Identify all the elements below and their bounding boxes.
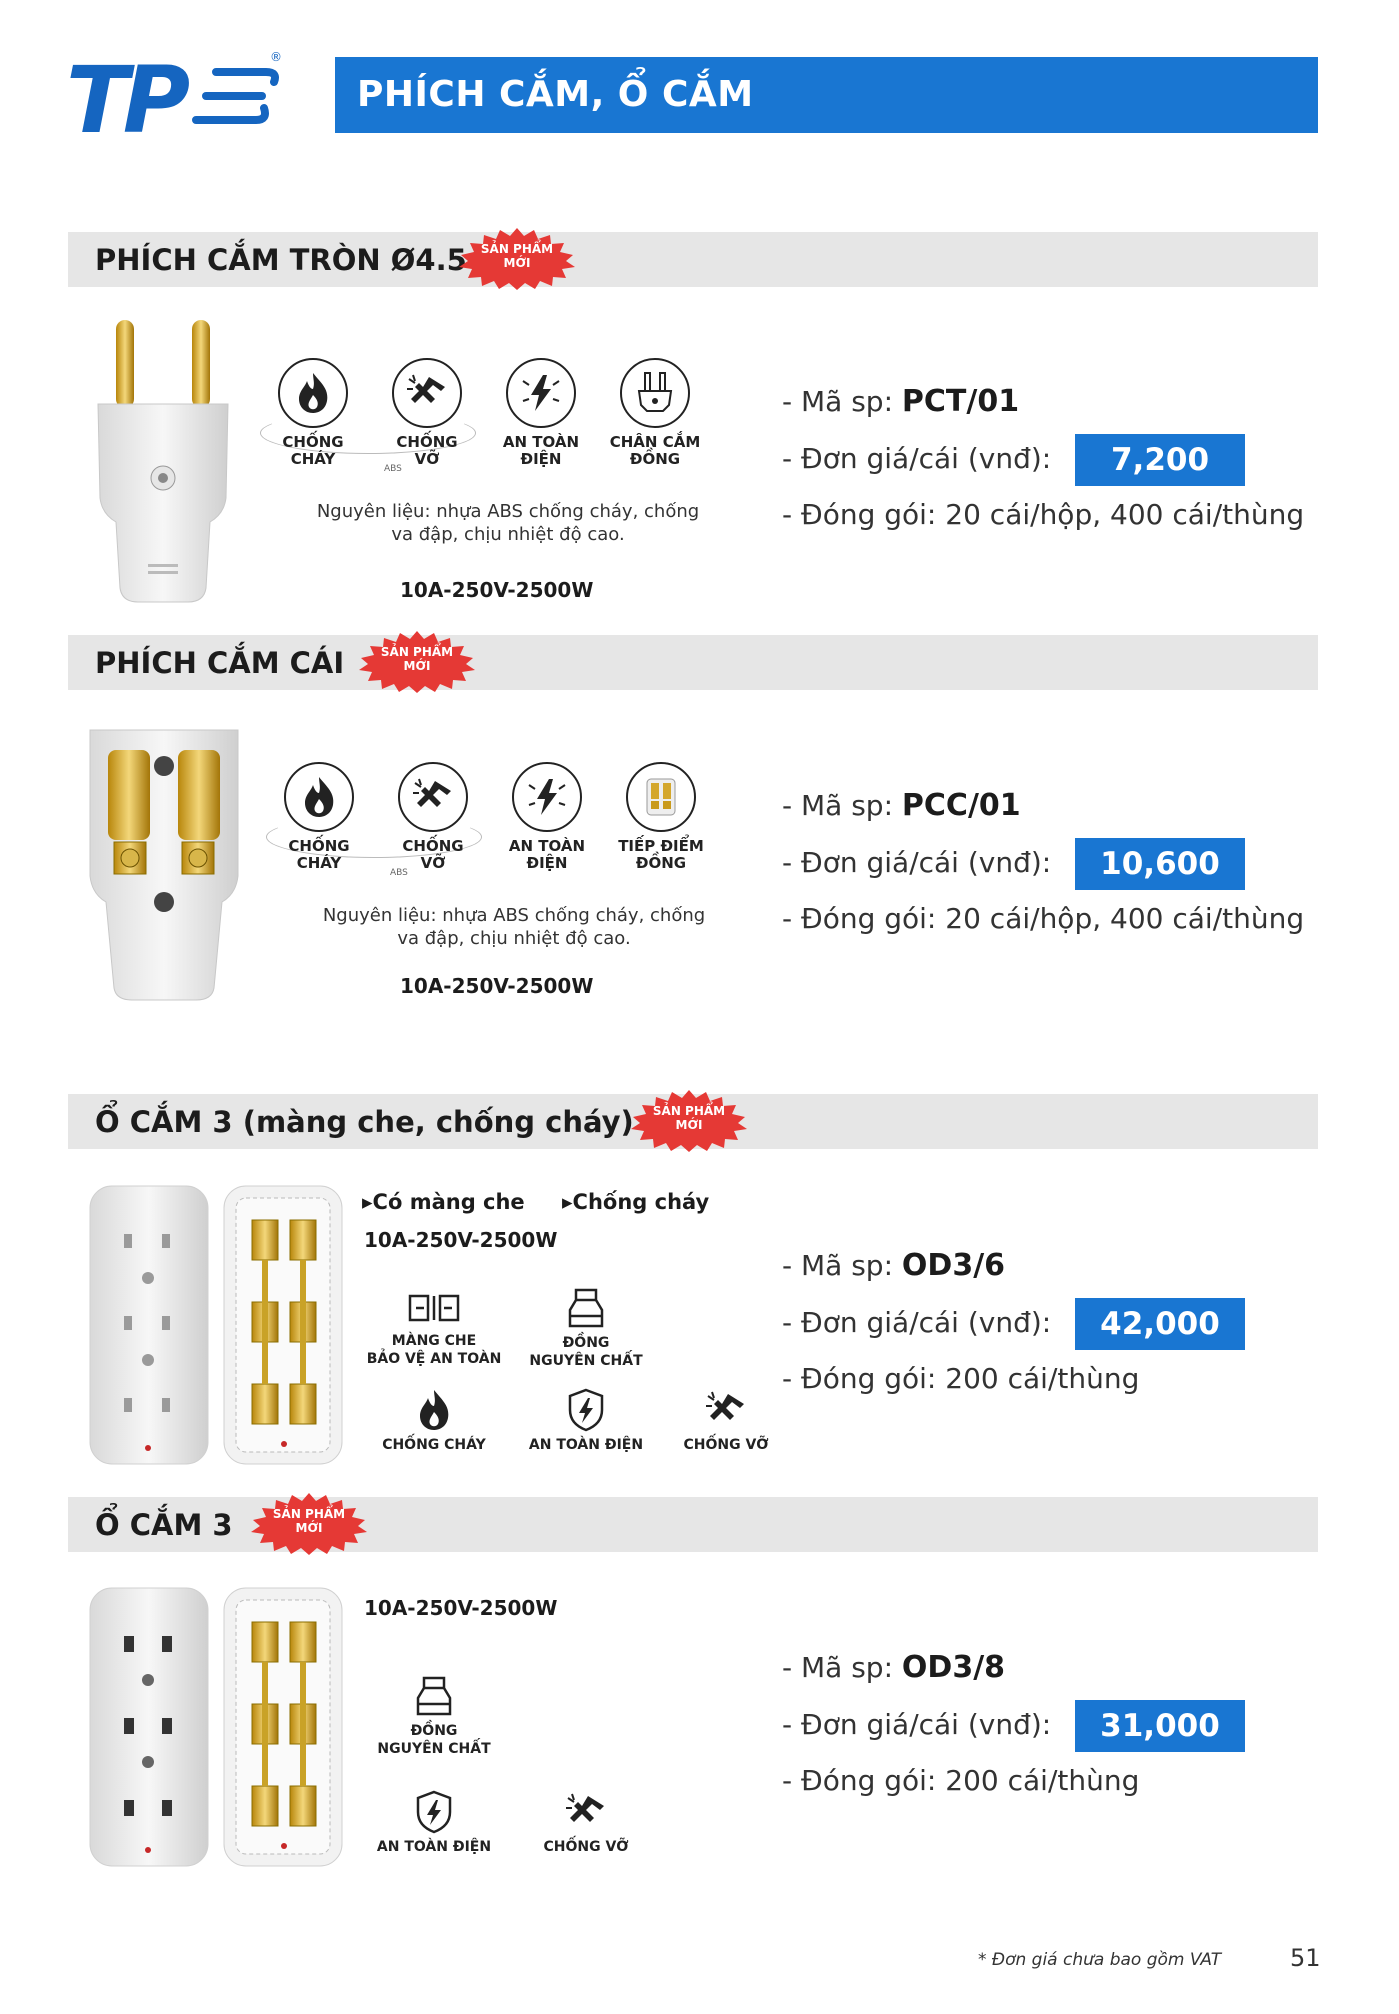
product-image-female-plug bbox=[84, 726, 244, 1002]
product-code-line: - Mã sp: OD3/8 bbox=[782, 1650, 1006, 1685]
feature-copper-contact: TIẾP ĐIỂM ĐỒNG bbox=[606, 762, 716, 872]
section-title: Ổ CẮM 3 (màng che, chống cháy) bbox=[95, 1105, 634, 1139]
new-product-badge: SẢN PHẨM MỚI bbox=[458, 228, 576, 290]
unit-price-value: 31,000 bbox=[1075, 1700, 1245, 1752]
vat-footnote: * Đơn giá chưa bao gồm VAT bbox=[978, 1950, 1222, 1970]
electric-safety-icon bbox=[414, 1790, 454, 1834]
feature-icons-row: ABS CHỐNG CHÁY CHỐNG VỠ AN TOÀN ĐIỆN CHÂN CẮM ĐỒNG bbox=[258, 358, 734, 488]
pure-copper-icon bbox=[412, 1674, 456, 1718]
product-code-line: - Mã sp: PCC/01 bbox=[782, 788, 1021, 823]
unit-price-value: 7,200 bbox=[1075, 434, 1245, 486]
feature-pure-copper: ĐỒNG NGUYÊN CHẤT bbox=[364, 1674, 504, 1758]
impact-resistant-icon bbox=[392, 358, 462, 428]
product-code: OD3/8 bbox=[901, 1650, 1006, 1685]
feature-impact-resistant: CHỐNG VỠ bbox=[516, 1790, 656, 1856]
feature-electric-safety: AN TOÀN ĐIỆN bbox=[516, 1388, 656, 1454]
material-description: Nguyên liệu: nhựa ABS chống cháy, chống va đập, chịu nhiệt độ cao. bbox=[316, 501, 700, 545]
product-code: OD3/6 bbox=[901, 1248, 1006, 1283]
product-code-line: - Mã sp: PCT/01 bbox=[782, 384, 1020, 419]
new-product-badge: SẢN PHẨM MỚI bbox=[250, 1493, 368, 1555]
fire-resistant-icon bbox=[414, 1388, 454, 1432]
new-product-badge: SẢN PHẨM MỚI bbox=[358, 631, 476, 693]
unit-price-value: 42,000 bbox=[1075, 1298, 1245, 1350]
product-code-line: - Mã sp: OD3/6 bbox=[782, 1248, 1006, 1283]
impact-resistant-icon bbox=[564, 1790, 608, 1834]
packing-info: - Đóng gói: 20 cái/hộp, 400 cái/thùng bbox=[782, 902, 1305, 935]
feature-electric-safety: AN TOÀN ĐIỆN bbox=[364, 1790, 504, 1856]
feature-electric-safety: AN TOÀN ĐIỆN bbox=[486, 358, 596, 468]
page-title: PHÍCH CẮM, Ổ CẮM bbox=[357, 74, 754, 115]
unit-price-label: - Đơn giá/cái (vnđ): bbox=[782, 1306, 1052, 1339]
feature-electric-safety: AN TOÀN ĐIỆN bbox=[492, 762, 602, 872]
electric-safety-icon bbox=[506, 358, 576, 428]
feature-impact-resistant: CHỐNG VỠ bbox=[378, 762, 488, 872]
pure-copper-icon bbox=[564, 1286, 608, 1330]
new-product-badge: SẢN PHẨM MỚI bbox=[630, 1090, 748, 1152]
page-header-bar bbox=[335, 57, 1318, 133]
copper-contact-icon bbox=[626, 762, 696, 832]
product-code: PCC/01 bbox=[901, 788, 1021, 823]
feature-shutter: MÀNG CHE BẢO VỆ AN TOÀN bbox=[354, 1288, 514, 1368]
fire-resistant-icon bbox=[284, 762, 354, 832]
section-header-plug-round bbox=[68, 232, 1318, 287]
feature-fire-resistant: CHỐNG CHÁY bbox=[364, 1388, 504, 1454]
section-header-socket-3-shutter bbox=[68, 1094, 1318, 1149]
section-title: PHÍCH CẮM CÁI bbox=[95, 646, 345, 680]
feature-shutter-text: ▸Có màng che bbox=[362, 1190, 525, 1214]
impact-resistant-icon bbox=[704, 1388, 748, 1432]
fire-resistant-icon bbox=[278, 358, 348, 428]
section-title: PHÍCH CẮM TRÒN Ø4.5 bbox=[95, 243, 467, 277]
product-image-socket-od3-8 bbox=[88, 1586, 344, 1868]
electric-safety-icon bbox=[566, 1388, 606, 1432]
impact-resistant-icon bbox=[398, 762, 468, 832]
feature-impact-resistant: CHỐNG VỠ bbox=[656, 1388, 796, 1454]
feature-pure-copper: ĐỒNG NGUYÊN CHẤT bbox=[516, 1286, 656, 1370]
brand-logo bbox=[66, 50, 286, 142]
feature-impact-resistant: CHỐNG VỠ bbox=[372, 358, 482, 468]
unit-price-label: - Đơn giá/cái (vnđ): bbox=[782, 442, 1052, 475]
feature-fire-resistant: CHỐNG CHÁY bbox=[264, 762, 374, 872]
section-header-socket-3 bbox=[68, 1497, 1318, 1552]
electrical-spec: 10A-250V-2500W bbox=[364, 1228, 558, 1252]
tpe-logo-icon bbox=[66, 50, 286, 142]
packing-info: - Đóng gói: 200 cái/thùng bbox=[782, 1764, 1140, 1797]
feature-copper-pins: CHÂN CẮM ĐỒNG bbox=[600, 358, 710, 468]
feature-fireproof-text: ▸Chống cháy bbox=[562, 1190, 710, 1214]
feature-icons-row: ABS CHỐNG CHÁY CHỐNG VỠ AN TOÀN ĐIỆN TIẾP ĐIỂM ĐỒNG bbox=[264, 762, 740, 892]
packing-info: - Đóng gói: 200 cái/thùng bbox=[782, 1362, 1140, 1395]
registered-mark: ® bbox=[270, 50, 282, 64]
copper-pins-icon bbox=[620, 358, 690, 428]
section-title: Ổ CẮM 3 bbox=[95, 1508, 233, 1542]
material-description: Nguyên liệu: nhựa ABS chống cháy, chống va đập, chịu nhiệt độ cao. bbox=[322, 905, 706, 949]
shutter-icon bbox=[404, 1288, 464, 1328]
unit-price-value: 10,600 bbox=[1075, 838, 1245, 890]
electric-safety-icon bbox=[512, 762, 582, 832]
section-header-female-plug bbox=[68, 635, 1318, 690]
svg-text:TP: TP bbox=[66, 50, 185, 142]
product-image-socket-od3-6 bbox=[88, 1184, 344, 1466]
page-number: 51 bbox=[1290, 1944, 1321, 1972]
unit-price-label: - Đơn giá/cái (vnđ): bbox=[782, 1708, 1052, 1741]
product-code: PCT/01 bbox=[901, 384, 1020, 419]
unit-price-label: - Đơn giá/cái (vnđ): bbox=[782, 846, 1052, 879]
electrical-spec: 10A-250V-2500W bbox=[400, 578, 594, 602]
product-image-round-plug bbox=[88, 318, 238, 604]
electrical-spec: 10A-250V-2500W bbox=[400, 974, 594, 998]
packing-info: - Đóng gói: 20 cái/hộp, 400 cái/thùng bbox=[782, 498, 1305, 531]
feature-fire-resistant: CHỐNG CHÁY bbox=[258, 358, 368, 468]
electrical-spec: 10A-250V-2500W bbox=[364, 1596, 558, 1620]
